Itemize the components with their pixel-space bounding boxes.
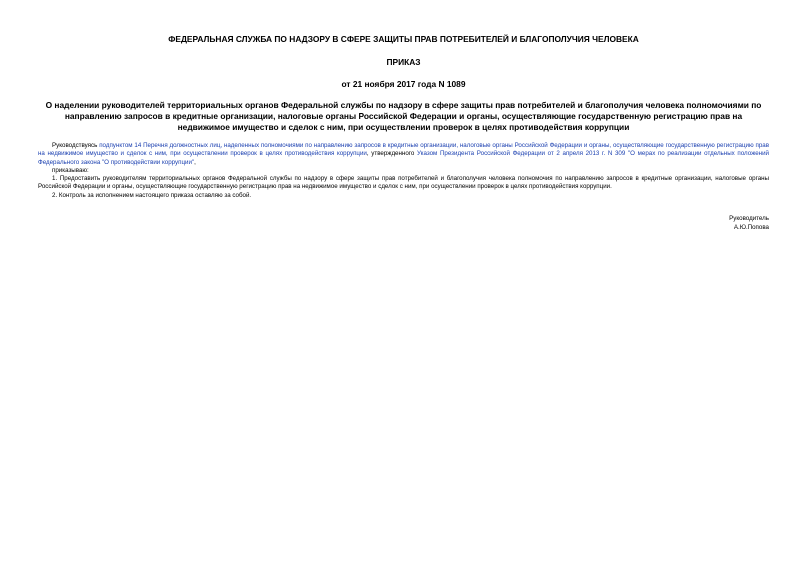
- document-type: ПРИКАЗ: [386, 57, 421, 67]
- order-item-1: 1. Предоставить руководителям территориальных органов Федеральной службы по надзору в сфере защиты прав потребителей и благополучия человека полномочия по направлению запросов в кредитные организации, налоговые органы Российской Федерации и органы, осуществляющие государственную регистрацию прав на недвижимое имущество и сделок с ним, при осуществлении проверок в целях противодействия коррупции.: [38, 175, 769, 191]
- basis-lead: Руководствуясь: [52, 142, 100, 149]
- order-item-2: 2. Контроль за исполнением настоящего приказа оставляю за собой.: [52, 191, 252, 199]
- agency-name: ФЕДЕРАЛЬНАЯ СЛУЖБА ПО НАДЗОРУ В СФЕРЕ ЗАЩИТЫ ПРАВ ПОТРЕБИТЕЛЕЙ И БЛАГОПОЛУЧИЯ ЧЕЛОВЕКА: [168, 34, 639, 44]
- order-word: приказываю:: [52, 166, 89, 174]
- signature-position: Руководитель: [729, 215, 769, 223]
- document-page: [38, 34, 769, 232]
- basis-paragraph: [38, 142, 769, 167]
- basis-tail: ,: [194, 158, 196, 166]
- basis-middle: , утвержденного: [366, 150, 417, 158]
- signature-name: А.Ю.Попова: [733, 224, 769, 232]
- basis-link-decree[interactable]: Указом Президента Российской Федерации от 2 апреля 2013 г. N 309 "О мерах по реализации отдельных положений Федерального закона "О противодействии коррупции": [38, 150, 770, 166]
- basis-link-list[interactable]: подпунктом 14 Перечня должностных лиц, наделенных полномочиями по направлению запросов в кредитные организации, налоговые органы Российской Федерации и органы, осуществляющие государственную регистрацию прав на недвижимое имущество и сделок с ним, при осуществлении проверок в целях противодействия коррупции: [38, 142, 769, 158]
- document-title: О наделении руководителей территориальных органов Федеральной службы по надзору в сфере защиты прав потребителей и благополучия человека полномочиями по направлению запросов в кредитные организации, налоговые органы Российской Федерации и органы, осуществляющие государственную регистрацию прав на недвижимое имущество и сделок с ним, при осуществлении проверок в целях противодействия коррупции: [45, 100, 762, 132]
- signature-block: [38, 214, 769, 232]
- document-date: от 21 ноября 2017 года N 1089: [341, 79, 466, 89]
